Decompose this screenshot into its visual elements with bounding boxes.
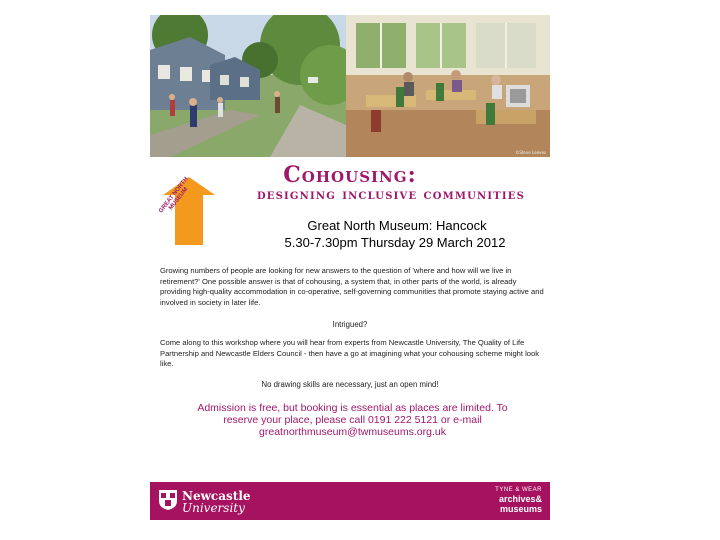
university-shield-icon [158, 489, 178, 511]
footer-bar [150, 482, 550, 520]
poster-subtitle: designing inclusive communities [256, 186, 526, 203]
tw-logo-line-2: archives& [498, 494, 542, 504]
intrigued-text: Intrigued? [332, 320, 368, 329]
admission-line-1: Admission is free, but booking is essential as places are limited. To [197, 402, 508, 414]
admission-line-2: reserve your place, please call 0191 222 5121 or e-mail [223, 414, 482, 426]
great-north-museum-logo [158, 176, 215, 245]
interior-photo [346, 15, 550, 157]
admission-info [170, 402, 535, 438]
logo-text: GREAT NORTH MUSEUM [158, 176, 190, 215]
tw-logo-line-1: TYNE & WEAR [495, 487, 542, 493]
event-poster [150, 15, 550, 520]
header-photos [150, 15, 550, 157]
poster-title: Cohousing: [283, 162, 417, 188]
photo-credit: ©Steve Leeves [515, 150, 546, 155]
admission-email[interactable]: greatnorthmuseum@twmuseums.org.uk [259, 426, 446, 438]
tyne-wear-archives-logo [472, 486, 542, 514]
event-venue: Great North Museum: Hancock [307, 218, 487, 233]
drawing-skills-text: No drawing skills are necessary, just an open mind! [261, 380, 439, 389]
tw-logo-line-3: museums [499, 504, 542, 514]
intro-paragraph: Growing numbers of people are looking for new answers to the question of 'where and how will we live in retirement?' One possible answer is that of cohousing, a system that, in other parts of the world, is already providing high-quality accommodation in co-operative, self-governing communities that promote staying active and involved in society in later life. [160, 266, 544, 307]
street-photo [150, 15, 346, 157]
university-name-line-1: Newcastle [182, 489, 251, 503]
newcastle-university-logo [158, 487, 268, 517]
event-time: 5.30-7.30pm Thursday 29 March 2012 [284, 235, 506, 250]
workshop-paragraph: Come along to this workshop where you will hear from experts from Newcastle University, The Quality of Life Partnership and Newcastle Elders Council - then have a go at imagining what your cohousing scheme might look like. [160, 338, 540, 368]
university-name-line-2: University [182, 501, 245, 515]
